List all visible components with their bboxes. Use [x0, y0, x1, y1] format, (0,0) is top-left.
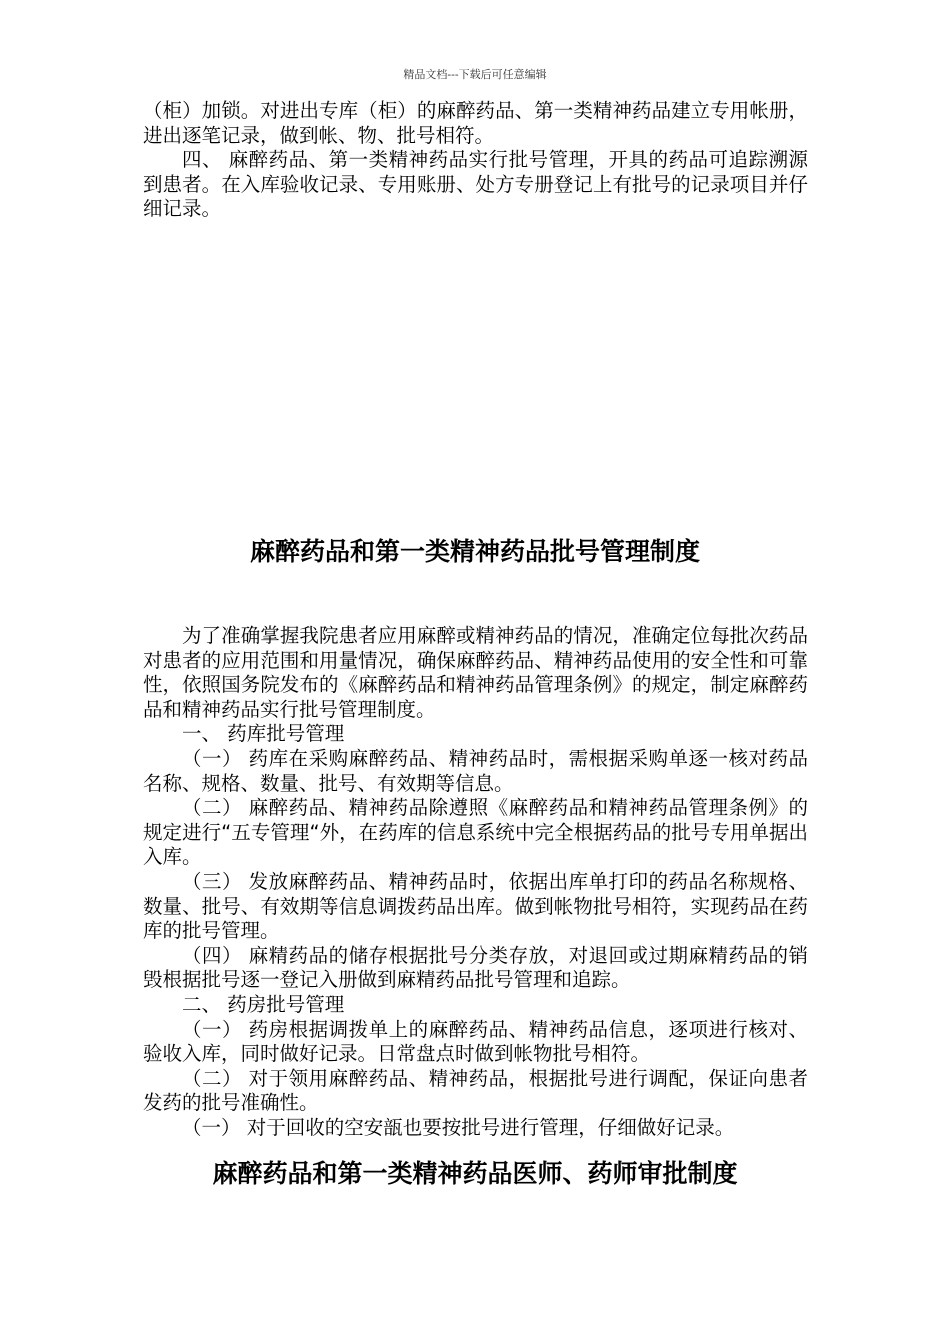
section-heading: 一、 药库批号管理: [182, 722, 345, 746]
paragraph: （一） 对于回收的空安瓿也要按批号进行管理，仔细做好记录。: [182, 1115, 735, 1139]
paragraph: （一） 药房根据调拨单上的麻醉药品、精神药品信息，逐项进行核对、验收入库，同时做好记录。日常盘点时做到帐物批号相符。: [143, 1017, 808, 1066]
paragraph: （三） 发放麻醉药品、精神药品时，依据出库单打印的药品名称规格、数量、批号、有效期等信息调拨药品出库。做到帐物批号相符，实现药品在药库的批号管理。: [143, 869, 808, 943]
paragraph: （一） 药库在采购麻醉药品、精神药品时，需根据采购单逐一核对药品名称、规格、数量、批号、有效期等信息。: [143, 746, 808, 795]
paragraph: （四） 麻精药品的储存根据批号分类存放，对退回或过期麻精药品的销毁根据批号逐一登记入册做到麻精药品批号管理和追踪。: [143, 943, 808, 992]
body-text-block: [143, 624, 808, 1140]
paragraph: （二） 对于领用麻醉药品、精神药品，根据批号进行调配，保证向患者发药的批号准确性。: [143, 1066, 808, 1115]
section-heading: 二、 药房批号管理: [182, 992, 345, 1016]
section-title: 麻醉药品和第一类精神药品医师、药师审批制度: [212, 1159, 738, 1188]
paragraph: （二） 麻醉药品、精神药品除遵照《麻醉药品和精神药品管理条例》的规定进行“五专管理“外，在药库的信息系统中完全根据药品的批号专用单据出入库。: [143, 796, 808, 869]
section-title: 麻醉药品和第一类精神药品批号管理制度: [249, 537, 700, 566]
paragraph: 四、 麻醉药品、第一类精神药品实行批号管理，开具的药品可追踪溯源到患者。在入库验收记录、专用账册、处方专册登记上有批号的记录项目并仔细记录。: [143, 148, 808, 221]
top-text-block: [143, 99, 808, 222]
paragraph: 为了准确掌握我院患者应用麻醉或精神药品的情况，准确定位每批次药品对患者的应用范围和用量情况，确保麻醉药品、精神药品使用的安全性和可靠性，依照国务院发布的《麻醉药品和精神药品管理条例》的规定，制定麻醉药品和精神药品实行批号管理制度。: [143, 624, 808, 721]
page-header: 精品文档---下载后可任意编辑: [403, 68, 547, 81]
paragraph: （柜）加锁。对进出专库（柜）的麻醉药品、第一类精神药品建立专用帐册，进出逐笔记录，做到帐、物、批号相符。: [143, 99, 808, 147]
